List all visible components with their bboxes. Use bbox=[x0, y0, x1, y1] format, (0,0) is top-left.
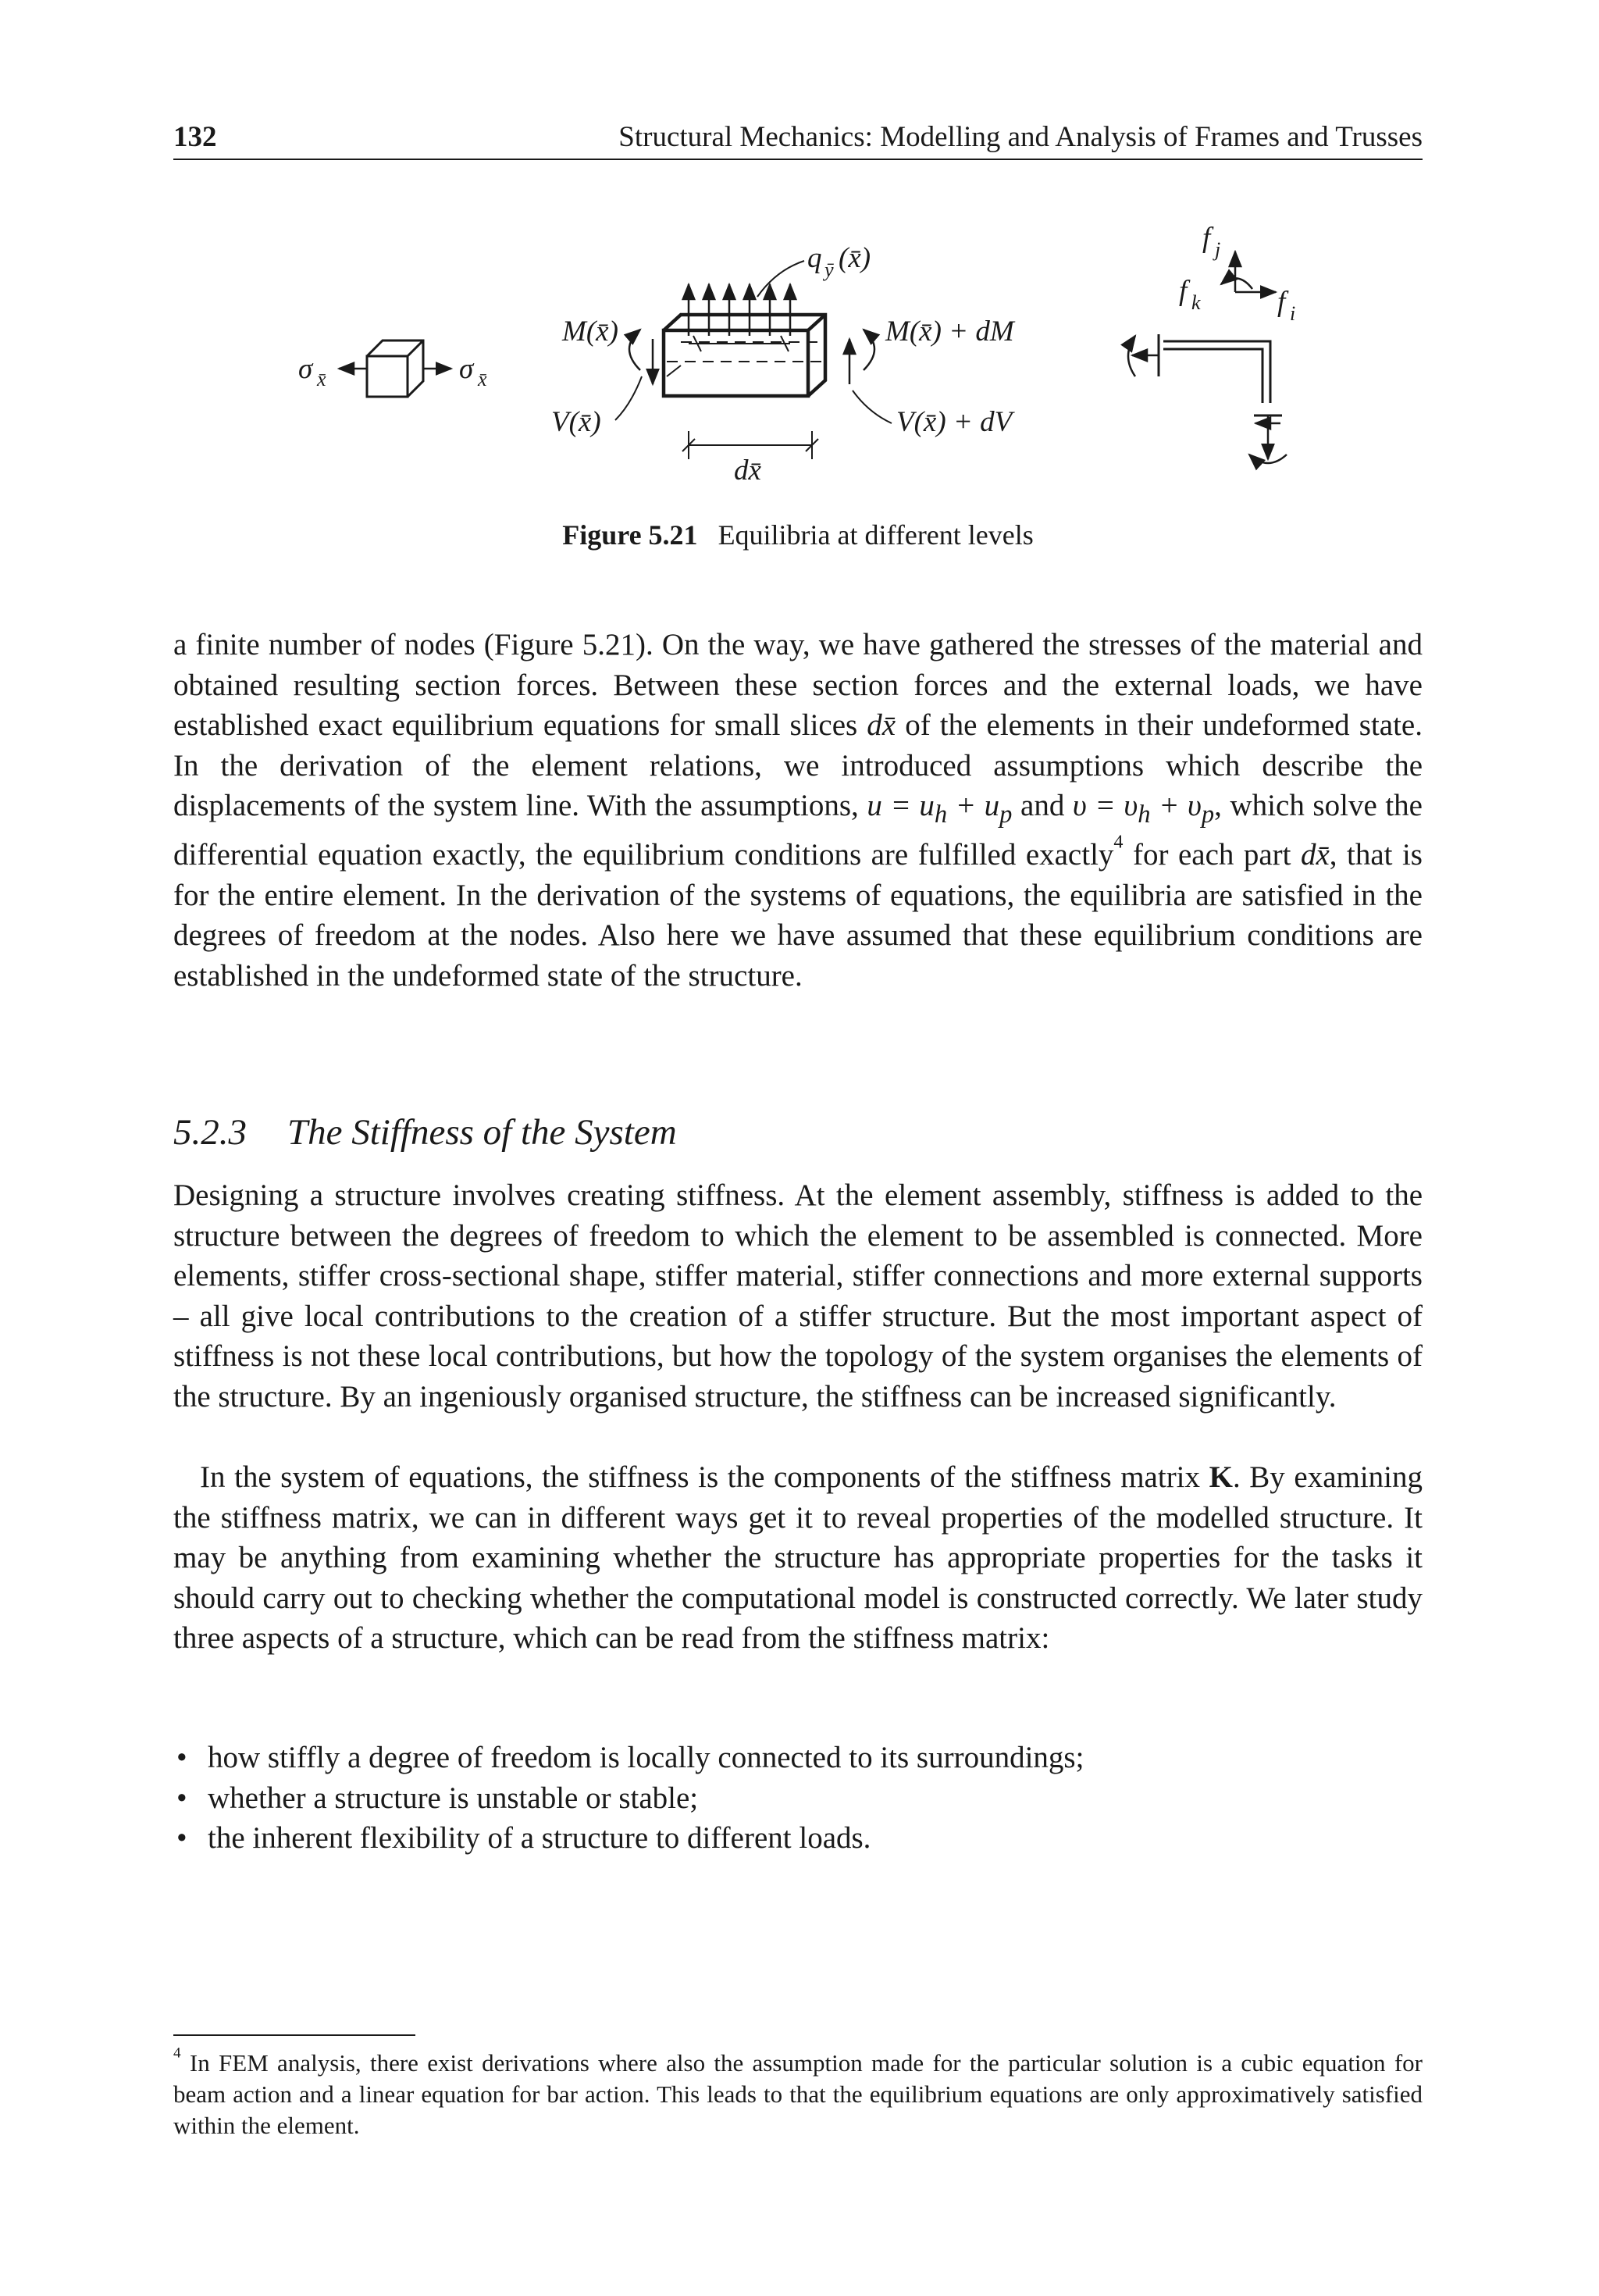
stress-cube bbox=[367, 340, 423, 397]
paragraph-stiffness-design: Designing a structure involves creating stiffness. At the element assembly, stiffness is added to the structure between the degrees of freedom to which the element to be assembled is connected. More elements, stiffer cross-sectional shape, stiffer material, stiffer connections and more external supports – all give local contributions to the creation of a stiffer structure. But the most important aspect of stiffness is not these local contributions, but how the topology of the system organises the elements of the structure. By an ingeniously organised structure, the stiffness can be increased significantly. bbox=[173, 1178, 1423, 1414]
p1-text-b: of the elements in their undeformed state. In the derivation of the element relations, we introduced assumptions which describe the displacements of the system line. With the assumptions, bbox=[173, 708, 1423, 822]
p1-eq-v: υ = υ bbox=[1072, 789, 1138, 822]
figure-caption bbox=[173, 515, 1423, 554]
section-heading bbox=[173, 1109, 1423, 1156]
list-item bbox=[173, 1738, 1423, 1778]
bullet-icon: • bbox=[176, 1821, 187, 1855]
sigma-right-sub: x̄ bbox=[478, 368, 487, 390]
list-item bbox=[173, 1818, 1423, 1859]
shear-right-label: V(x̄) + dV bbox=[896, 406, 1013, 438]
fk-sub: k bbox=[1191, 291, 1201, 314]
page-number: 132 bbox=[173, 121, 217, 153]
p1-dx-2: dx̄ bbox=[1300, 838, 1330, 872]
shear-left-label: V(x̄) bbox=[551, 406, 601, 438]
p1-eq-v-h: h bbox=[1138, 800, 1151, 829]
distributed-load-arrows bbox=[689, 284, 790, 336]
sigma-left-sub: x̄ bbox=[317, 368, 326, 390]
p1-text-c: , which solve the differential equation exactly, the equilibrium conditions are fulfilled exactly bbox=[173, 789, 1423, 872]
aspect-list bbox=[173, 1738, 1423, 1859]
moment-right-arrow bbox=[864, 330, 874, 370]
p1-text-d: for each part bbox=[1123, 838, 1301, 872]
q-sub: ȳ bbox=[824, 258, 834, 281]
p1-eq-u: u = u bbox=[867, 789, 935, 822]
p1-text-a: a finite number of nodes (Figure 5.21). On the way, we have gathered the stresses of the material and obtained resulting section forces. Between these section forces and the external loads, we have established exact equilibrium equations for small slices bbox=[173, 628, 1423, 742]
footnote bbox=[173, 2045, 1423, 2141]
fk-label: f bbox=[1179, 275, 1188, 307]
header-rule bbox=[173, 159, 1423, 160]
p3-text-b: . By examining the stiffness matrix, we can in different ways get it to reveal properties of the modelled structure. It may be anything from examining whether the structure has appropriate properties for the tasks it should carry out to checking whether the computational model is constructed correctly. We later study three aspects of a structure, which can be read from the stiffness matrix: bbox=[173, 1460, 1423, 1655]
p1-dx-1: dx̄ bbox=[867, 708, 896, 742]
l-frame bbox=[1159, 334, 1266, 403]
moment-left-arrow bbox=[629, 330, 640, 370]
figure-caption-text: Equilibria at different levels bbox=[718, 519, 1034, 551]
fj-label: f bbox=[1202, 222, 1211, 254]
q-label: q bbox=[807, 242, 822, 274]
shear-left-leader bbox=[615, 376, 642, 420]
fi-sub: i bbox=[1290, 302, 1296, 325]
q-leader bbox=[757, 261, 804, 297]
figure-equilibria bbox=[173, 211, 1423, 492]
q-arg: (x̄) bbox=[839, 242, 871, 274]
paragraph-stiffness-matrix bbox=[173, 1457, 1423, 1659]
p1-eq-v-p: p bbox=[1201, 800, 1215, 829]
fi-label: f bbox=[1277, 286, 1286, 318]
shear-right-leader bbox=[853, 390, 892, 423]
list-item-text: the inherent flexibility of a structure to different loads. bbox=[208, 1821, 871, 1855]
list-item-text: whether a structure is unstable or stable; bbox=[208, 1781, 699, 1815]
dof-fk-arrow bbox=[1221, 278, 1252, 289]
running-header bbox=[173, 116, 1423, 159]
sigma-right-label: σ bbox=[459, 353, 474, 385]
bullet-icon: • bbox=[176, 1741, 187, 1774]
moment-left-label: M(x̄) bbox=[562, 316, 618, 348]
bullet-icon: • bbox=[176, 1781, 187, 1815]
figure-caption-label: Figure 5.21 bbox=[562, 519, 698, 551]
section-title: The Stiffness of the System bbox=[287, 1112, 677, 1153]
list-item bbox=[173, 1778, 1423, 1819]
sigma-left-label: σ bbox=[298, 353, 313, 385]
p1-text-e: , that is for the entire element. In the derivation of the systems of equations, the equilibria are satisfied in the degrees of freedom at the nodes. Also here we have assumed that these equilibrium conditions are established in the undeformed state of the structure. bbox=[173, 838, 1423, 993]
footnote-rule bbox=[173, 2034, 415, 2036]
footnote-reference: 4 bbox=[1113, 831, 1124, 853]
p1-eq-v-plus: + υ bbox=[1150, 789, 1202, 822]
p1-eq-u-p: p bbox=[999, 800, 1013, 829]
figure-drawing bbox=[173, 211, 1423, 492]
list-item-text: how stiffly a degree of freedom is locally connected to its surroundings; bbox=[208, 1741, 1084, 1774]
dx-label: dx̄ bbox=[734, 455, 761, 487]
section-number: 5.2.3 bbox=[173, 1112, 247, 1153]
footnote-mark: 4 bbox=[173, 2045, 181, 2062]
moment-right-label: M(x̄) + dM bbox=[885, 316, 1014, 348]
p1-and: and bbox=[1012, 789, 1073, 822]
paragraph-equilibrium bbox=[173, 625, 1423, 996]
p1-eq-u-plus: + u bbox=[947, 789, 1000, 822]
fj-sub: j bbox=[1215, 238, 1221, 261]
running-title: Structural Mechanics: Modelling and Analysis of Frames and Trusses bbox=[618, 121, 1423, 153]
p3-text-a: In the system of equations, the stiffness is the components of the stiffness matrix bbox=[200, 1460, 1209, 1494]
p3-matrix-k: K bbox=[1209, 1460, 1233, 1494]
footnote-text: In FEM analysis, there exist derivations where also the assumption made for the particular solution is a cubic equation for beam action and a linear equation for bar action. This leads to that the equilibrium equations are only approximatively satisfied within the element. bbox=[173, 2049, 1423, 2139]
p1-eq-u-h: h bbox=[934, 800, 948, 829]
